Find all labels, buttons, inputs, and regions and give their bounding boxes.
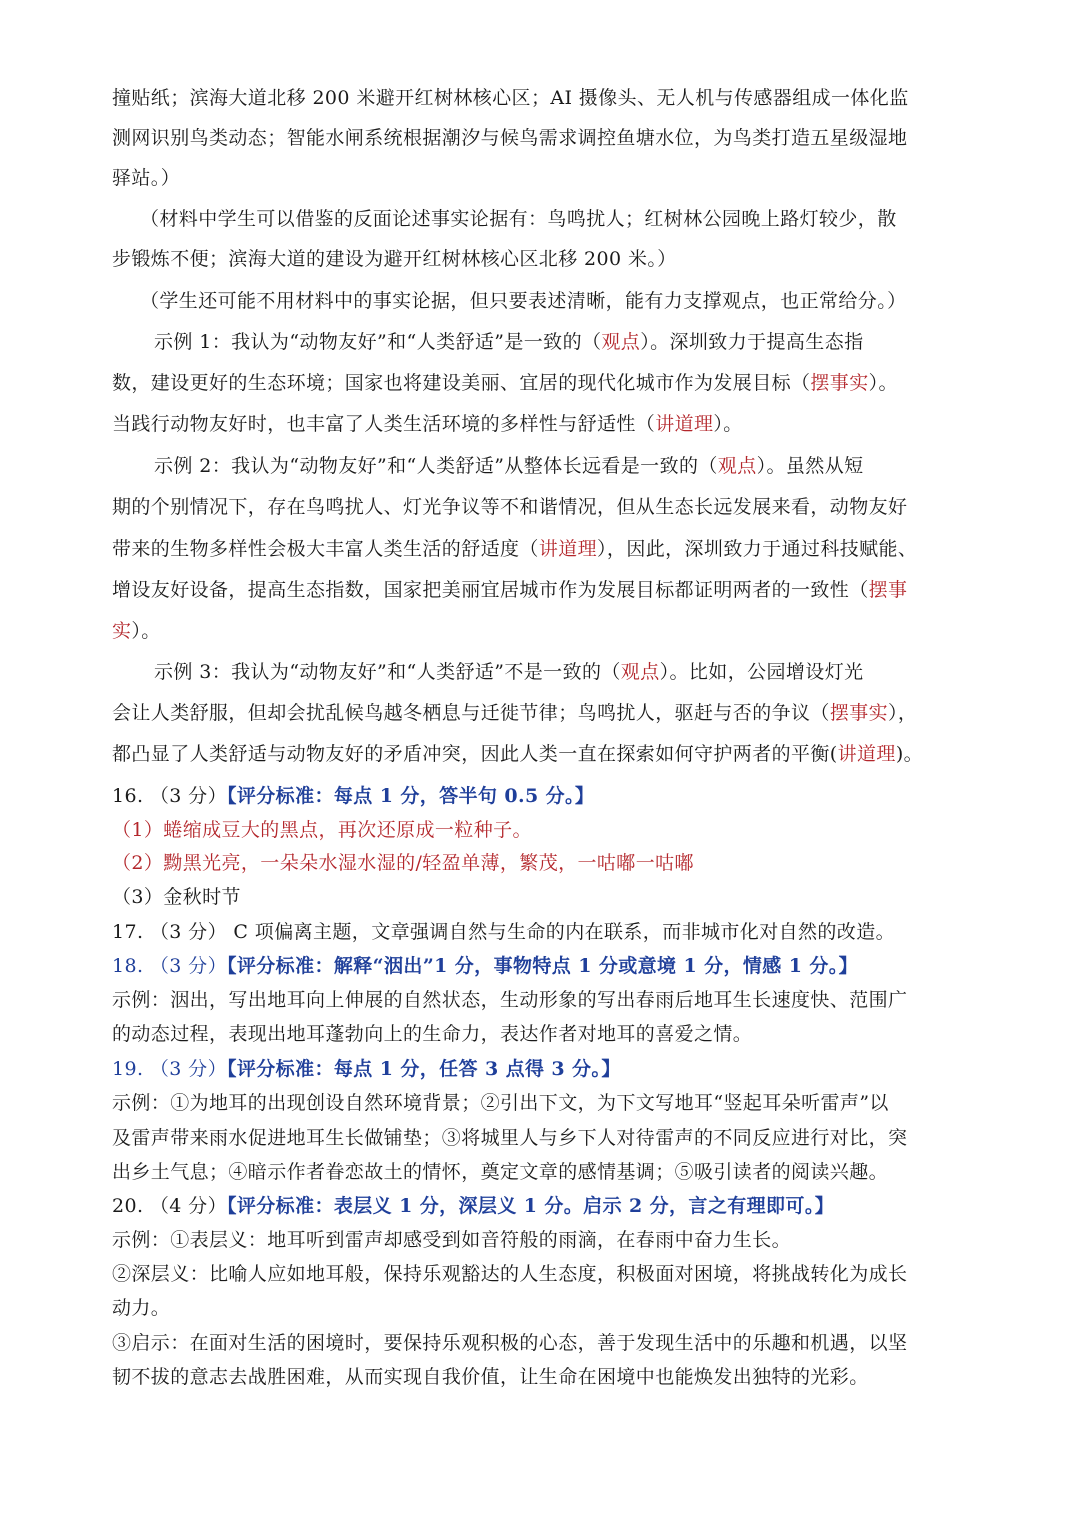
example-3-line-3 <box>112 742 992 766</box>
q20-example-line-3: 动力。 <box>112 1297 171 1319</box>
scoring-criteria: 【评分标准：每点 1 分，任答 3 点得 3 分。】 <box>226 1058 621 1080</box>
example-1-text: ）。深圳致力于提高生态指 <box>640 331 864 353</box>
q19-example-line-1: 示例：①为地耳的出现创设自然环境背景；②引出下文，为下文写地耳“竖起耳朵听雷声”以 <box>112 1092 889 1114</box>
example-3-line-1 <box>154 660 992 684</box>
q19-example-line-3: 出乡土气息；④暗示作者眷恋故土的情怀，奠定文章的感情基调；⑤吸引读者的阅读兴趣。 <box>112 1161 889 1183</box>
q20-header <box>112 1194 992 1218</box>
example-2-line-2: 期的个别情况下，存在鸟鸣扰人、灯光争议等不和谐情况，但从生态长远发展来看，动物友好 <box>112 496 908 518</box>
q16-header <box>112 784 992 808</box>
scoring-criteria: 【评分标准：每点 1 分，答半句 0.5 分。】 <box>226 785 595 807</box>
tag-facts: 摆事实 <box>810 372 869 394</box>
example-1-line-3 <box>112 412 992 436</box>
example-2-line-3 <box>112 537 992 561</box>
q16-answer-1: （1）蜷缩成豆大的黑点，再次还原成一粒种子。 <box>112 819 532 841</box>
example-1-line-1 <box>154 330 992 354</box>
tag-viewpoint: 观点 <box>620 661 660 683</box>
q18-header <box>112 954 992 978</box>
q19-example-line-2: 及雷声带来雨水促进地耳生长做铺垫；③将城里人与乡下人对待雷声的不同反应进行对比，突 <box>112 1127 908 1149</box>
example-1-text: ）。 <box>713 413 743 435</box>
q20-example-line-1: 示例：①表层义：地耳听到雷声却感受到如音符般的雨滴，在春雨中奋力生长。 <box>112 1229 792 1251</box>
question-number: 20. （4 分） <box>112 1195 227 1217</box>
tag-facts-part-2: 事 <box>888 579 908 601</box>
intro-line-2: 测网识别鸟类动态；智能水闸系统根据潮汐与候鸟需求调控鱼塘水位，为鸟类打造五星级湿地 <box>112 127 908 149</box>
q18-example-line-1: 示例：洇出，写出地耳向上伸展的自然状态，生动形象的写出春雨后地耳生长速度快、范围广 <box>112 989 908 1011</box>
example-1-line-2 <box>112 371 992 395</box>
intro-line-1: 撞贴纸；滨海大道北移 200 米避开红树林核心区；AI 摄像头、无人机与传感器组成一体化监 <box>112 87 909 109</box>
example-2-text: ）。 <box>131 620 161 642</box>
reverse-line-1: （材料中学生可以借鉴的反面论述事实论据有：鸟鸣扰人；红树林公园晚上路灯较少，散 <box>140 208 897 230</box>
example-2-text: 示例 2：我认为“动物友好”和“人类舒适”从整体长远看是一致的（ <box>154 455 718 477</box>
scoring-note: （学生还可能不用材料中的事实论据，但只要表述清晰，能有力支撑观点，也正常给分。） <box>140 290 907 312</box>
example-2-text: ）。虽然从短 <box>756 455 864 477</box>
q20-example-line-4: ③启示：在面对生活的困境时，要保持乐观积极的心态，善于发现生活中的乐趣和机遇，以坚 <box>112 1332 908 1354</box>
scoring-criteria: 【评分标准：表层义 1 分，深层义 1 分。启示 2 分，言之有理即可。】 <box>226 1195 835 1217</box>
q17-answer: C 项偏离主题，文章强调自然与生命的内在联系，而非城市化对自然的改造。 <box>226 921 896 943</box>
q19-header <box>112 1057 992 1081</box>
example-1-text: 示例 1：我认为“动物友好”和“人类舒适”是一致的（ <box>154 331 602 353</box>
tag-reasoning: 讲道理 <box>837 743 896 765</box>
example-1-text: 当践行动物友好时，也丰富了人类生活环境的多样性与舒适性（ <box>112 413 656 435</box>
example-3-text: 示例 3：我认为“动物友好”和“人类舒适”不是一致的（ <box>154 661 621 683</box>
example-3-text: 会让人类舒服，但却会扰乱候鸟越冬栖息与迁徙节律；鸟鸣扰人，驱赶与否的争议（ <box>112 702 830 724</box>
example-2-line-4 <box>112 578 992 602</box>
tag-facts-part-3: 实 <box>112 620 132 642</box>
tag-facts: 摆事实 <box>829 702 889 724</box>
tag-reasoning: 讲道理 <box>538 538 598 560</box>
question-number: 18. （3 分） <box>112 955 227 977</box>
tag-reasoning: 讲道理 <box>655 413 714 435</box>
intro-line-3: 驿站。） <box>112 167 181 189</box>
scoring-criteria: 【评分标准：解释“洇出”1 分，事物特点 1 分或意境 1 分，情感 1 分。】 <box>226 955 859 977</box>
example-2-text: 增设友好设备，提高生态指数，国家把美丽宜居城市作为发展目标都证明两者的一致性（ <box>112 579 869 601</box>
tag-viewpoint: 观点 <box>717 455 757 477</box>
tag-facts-part-1: 摆 <box>868 579 889 601</box>
example-3-line-2 <box>112 701 992 725</box>
example-3-text: ）。比如，公园增设灯光 <box>659 661 864 683</box>
example-3-text: 都凸显了人类舒适与动物友好的矛盾冲突，因此人类一直在探索如何守护两者的平衡( <box>112 743 838 765</box>
example-3-text: ）， <box>888 702 918 724</box>
question-number: 16. （3 分） <box>112 785 227 807</box>
reverse-line-2: 步锻炼不便；滨海大道的建设为避开红树林核心区北移 200 米。） <box>112 248 677 270</box>
question-number: 19. （3 分） <box>112 1058 227 1080</box>
q17-line <box>112 920 992 944</box>
q18-example-line-2: 的动态过程，表现出地耳蓬勃向上的生命力，表达作者对地耳的喜爱之情。 <box>112 1023 753 1045</box>
example-2-text: ），因此，深圳致力于通过科技赋能、 <box>597 538 918 560</box>
example-3-text: )。 <box>895 743 924 765</box>
q16-answer-3: （3）金秋时节 <box>112 886 241 908</box>
question-number: 17. （3 分） <box>112 921 227 943</box>
example-2-line-1 <box>154 454 992 478</box>
tag-viewpoint: 观点 <box>601 331 641 353</box>
example-1-text: ）。 <box>868 372 898 394</box>
q16-answer-2: （2）黝黑光亮，一朵朵水湿水湿的/轻盈单薄，繁茂，一咕嘟一咕嘟 <box>112 852 694 874</box>
q20-example-line-5: 韧不拔的意志去战胜困难，从而实现自我价值，让生命在困境中也能焕发出独特的光彩。 <box>112 1366 869 1388</box>
example-1-text: 数，建设更好的生态环境；国家也将建设美丽、宜居的现代化城市作为发展目标（ <box>112 372 811 394</box>
q20-example-line-2: ②深层义：比喻人应如地耳般，保持乐观豁达的人生态度，积极面对困境，将挑战转化为成长 <box>112 1263 908 1285</box>
example-2-text: 带来的生物多样性会极大丰富人类生活的舒适度（ <box>112 538 539 560</box>
example-2-line-5 <box>112 619 992 643</box>
